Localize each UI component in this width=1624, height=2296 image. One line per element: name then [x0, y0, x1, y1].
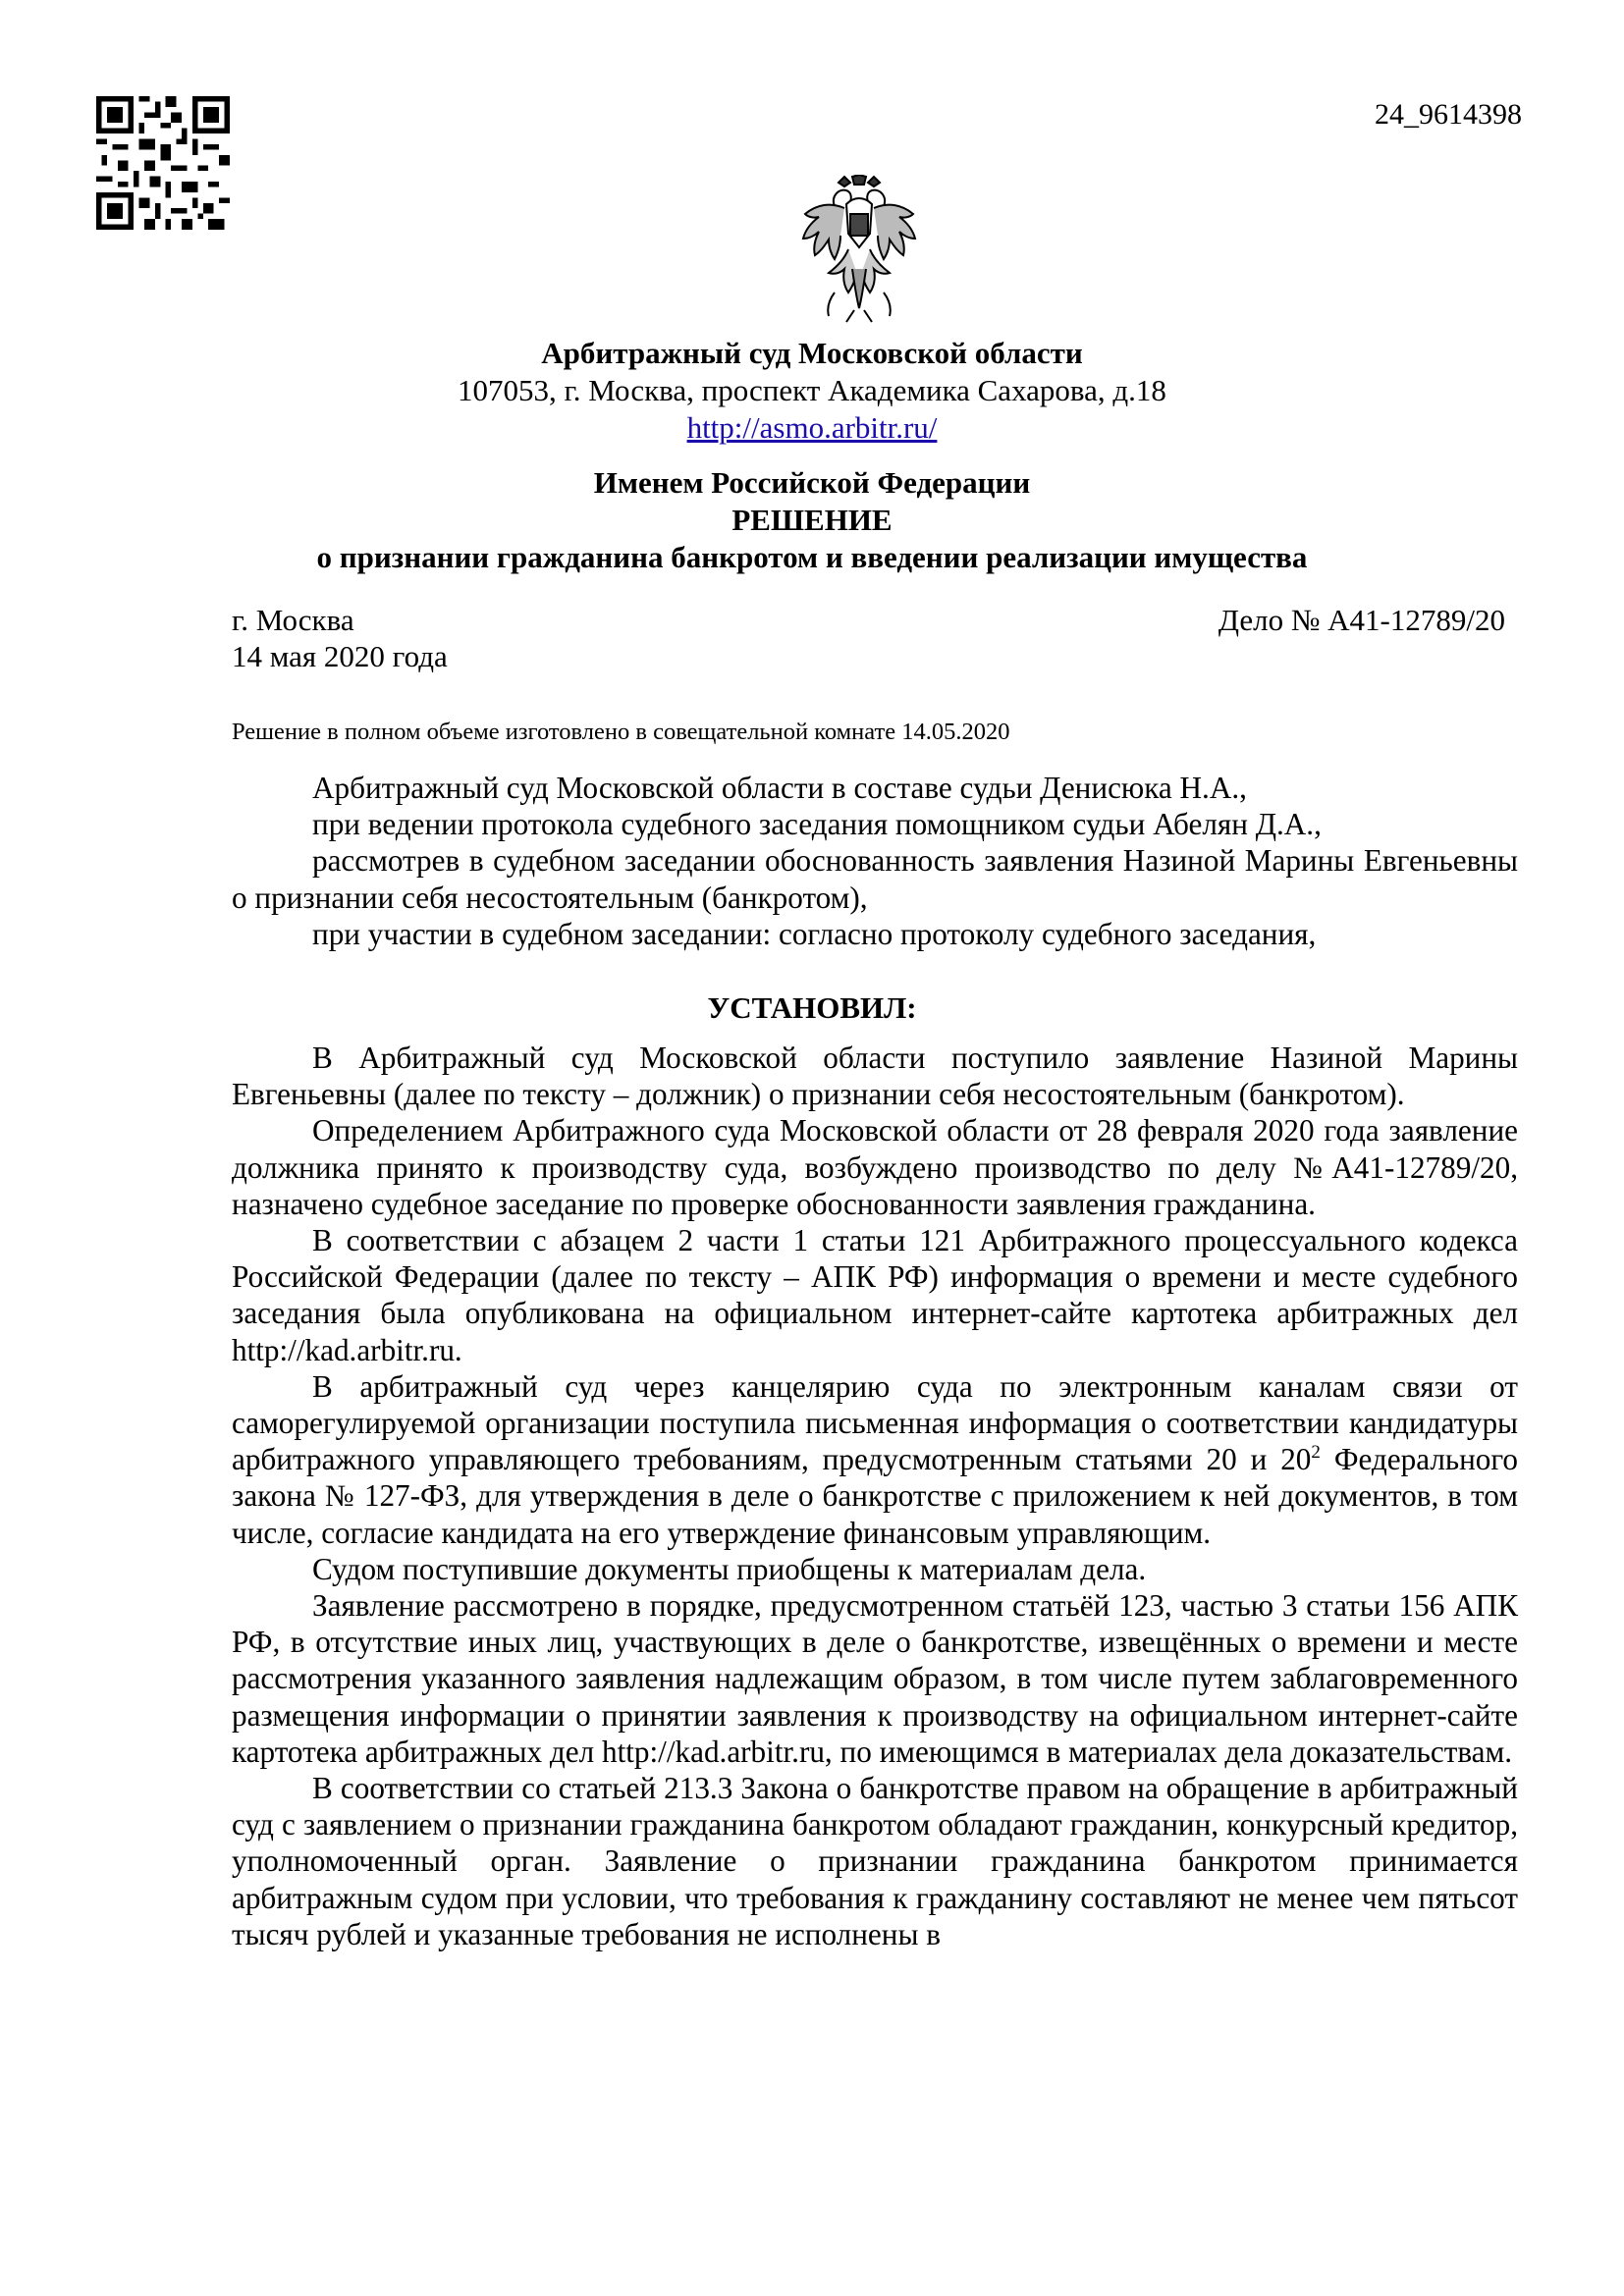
intro-block	[232, 770, 1518, 952]
body-paragraph: Определением Арбитражного суда Московской области от 28 февраля 2020 года заявление должника принято к производству суда, возбуждено производство по делу №А41-12789/20, назначено судебное заседание по проверке обоснованности заявления гражданина.	[232, 1113, 1518, 1221]
body-paragraph: Судом поступившие документы приобщены к материалам дела.	[312, 1551, 1147, 1586]
sro-text-part1: В арбитражный суд через канцелярию суда по электронным каналам связи от саморегулируемой организации поступила письменная информация о соответствии кандидатуры арбитражного управляющего требованиям, предусмотренным статьями 20 и 20	[232, 1368, 1518, 1477]
body-paragraph: В соответствии со статьей 213.3 Закона о банкротстве правом на обращение в арбитражный суд с заявлением о признании гражданина банкротом обладают гражданин, конкурсный кредитор, уполномоченный орган. Заявление о признании гражданина банкротом принимается арбитражным судом при условии, что требования к гражданину составляют не менее чем пятьсот тысяч рублей и указанные требования не исполнены в	[232, 1771, 1518, 1951]
full-text-note: Решение в полном объеме изготовлено в совещательной комнате 14.05.2020	[232, 719, 1010, 745]
document-type: РЕШЕНИЕ	[731, 503, 893, 537]
city: г. Москва	[232, 603, 354, 637]
case-number: Дело № А41-12789/20	[1218, 603, 1505, 637]
qr-code	[96, 96, 230, 230]
court-address: 107053, г. Москва, проспект Академика Сахарова, д.18	[458, 373, 1166, 407]
intro-paragraph: Арбитражный суд Московской области в составе судьи Денисюка Н.А.,	[312, 771, 1247, 805]
body-paragraph: Заявление рассмотрено в порядке, предусмотренном статьёй 123, частью 3 статьи 156 АПК РФ, в отсутствие иных лиц, участвующих в деле о банкротстве, извещённых о времени и месте рассмотрения указанного заявления надлежащим образом, в том числе путем заблаговременного размещения информации о принятии заявления к производству на официальном интернет-сайте картотека арбитражных дел http://kad.arbitr.ru, по имеющимся в материалах дела доказательствам.	[232, 1588, 1518, 1769]
in-the-name-of: Именем Российской Федерации	[593, 465, 1031, 500]
intro-paragraph: при участии в судебном заседании: согласно протоколу судебного заседания,	[312, 916, 1317, 951]
sro-text-part2: Федерального закона № 127-ФЗ, для утверждения в деле о банкротстве с приложением к ней документов, в том числе, согласие кандидата на его утверждение финансовым управляющим.	[232, 1442, 1518, 1550]
body-paragraph: В Арбитражный суд Московской области поступило заявление Назиной Марины Евгеньевны (далее по тексту – должник) о признании себя несостоятельным (банкротом).	[232, 1041, 1518, 1112]
intro-paragraph: рассмотрев в судебном заседании обоснованность заявления Назиной Марины Евгеньевны о признании себя несостоятельным (банкротом),	[232, 843, 1518, 915]
body-paragraph-sro	[232, 1368, 1518, 1551]
section-heading: УСТАНОВИЛ:	[707, 990, 917, 1025]
superscript: 2	[1311, 1442, 1321, 1464]
document-id: 24_9614398	[1375, 98, 1522, 131]
established-block	[232, 1040, 1518, 1952]
document-subject: о признании гражданина банкротом и введении реализации имущества	[316, 540, 1308, 574]
intro-paragraph: при ведении протокола судебного заседания помощником судьи Абелян Д.А.,	[312, 807, 1322, 842]
decision-date: 14 мая 2020 года	[232, 639, 448, 673]
court-website-link[interactable]: http://asmo.arbitr.ru/	[686, 410, 938, 445]
court-name: Арбитражный суд Московской области	[541, 336, 1083, 370]
body-paragraph: В соответствии с абзацем 2 части 1 статьи 121 Арбитражного процессуального кодекса Российской Федерации (далее по тексту – АПК РФ) информация о времени и месте судебного заседания была опубликована на официальном интернет-сайте картотека арбитражных дел http://kad.arbitr.ru.	[232, 1223, 1518, 1367]
coat-of-arms-emblem	[795, 175, 923, 324]
